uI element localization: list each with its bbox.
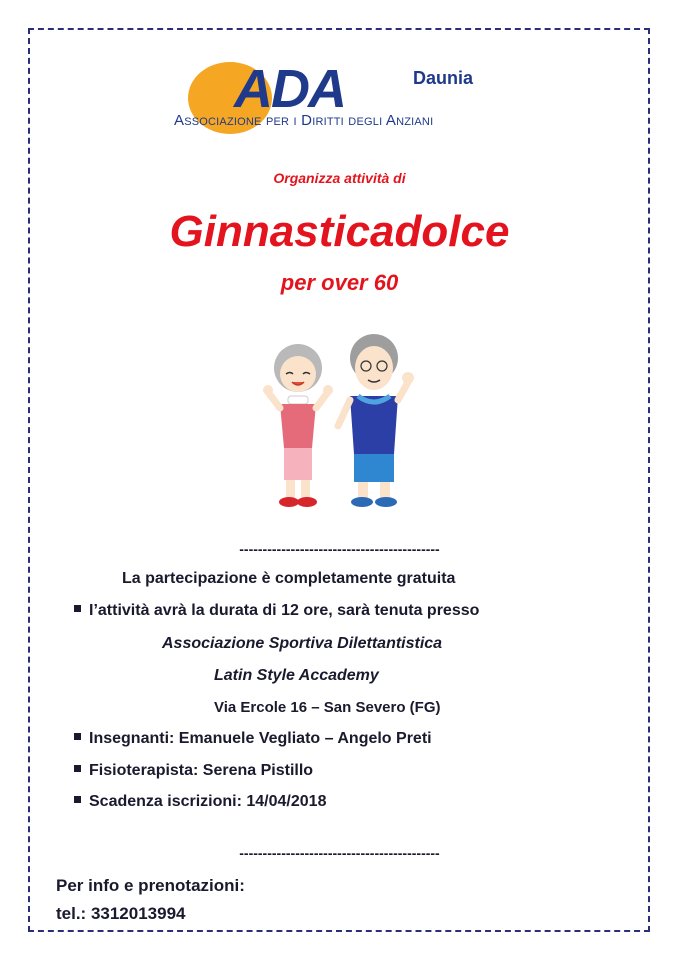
ada-logo xyxy=(168,60,508,140)
logo-ada-text: ADA xyxy=(234,59,345,119)
page-subtitle: per over 60 xyxy=(280,270,399,295)
bullet-icon xyxy=(74,733,81,740)
contact-label: Per info e prenotazioni: xyxy=(56,876,245,895)
logo-association-name: Associazione per i Diritti degli Anziani xyxy=(174,112,434,129)
contact-phone: tel.: 3312013994 xyxy=(56,904,186,923)
address-text: Via Ercole 16 – San Severo (FG) xyxy=(214,699,441,716)
separator-top: ------------------------------------------- xyxy=(239,541,440,557)
page-title: Ginnasticadolce xyxy=(169,207,510,256)
bullet-icon xyxy=(74,605,81,612)
teachers-label: Insegnanti: Emanuele Vegliato – Angelo Preti xyxy=(89,730,432,747)
deadline-item xyxy=(74,793,326,811)
elderly-couple-illustration xyxy=(258,322,418,518)
logo-daunia-text: Daunia xyxy=(413,68,474,88)
deadline-label: Scadenza iscrizioni: 14/04/2018 xyxy=(89,793,327,810)
elderly-couple-icon xyxy=(258,322,418,518)
duration-label: I’attività avrà la durata di 12 ore, sarà tenuta presso xyxy=(89,602,480,619)
physio-label: Fisioterapista: Serena Pistillo xyxy=(89,762,314,779)
free-participation-text xyxy=(122,570,455,588)
free-participation-label: La partecipazione è completamente gratuita xyxy=(122,570,456,587)
bullet-icon xyxy=(74,765,81,772)
teachers-item xyxy=(74,730,432,748)
venue-line-1: Associazione Sportiva Dilettantistica xyxy=(162,635,443,652)
organizza-label: Organizza attività di xyxy=(273,170,406,186)
bullet-icon xyxy=(74,796,81,803)
venue-line-2: Latin Style Accademy xyxy=(214,667,379,684)
physio-item xyxy=(74,762,313,780)
duration-item xyxy=(74,602,479,620)
separator-bottom: ------------------------------------------- xyxy=(239,845,440,861)
